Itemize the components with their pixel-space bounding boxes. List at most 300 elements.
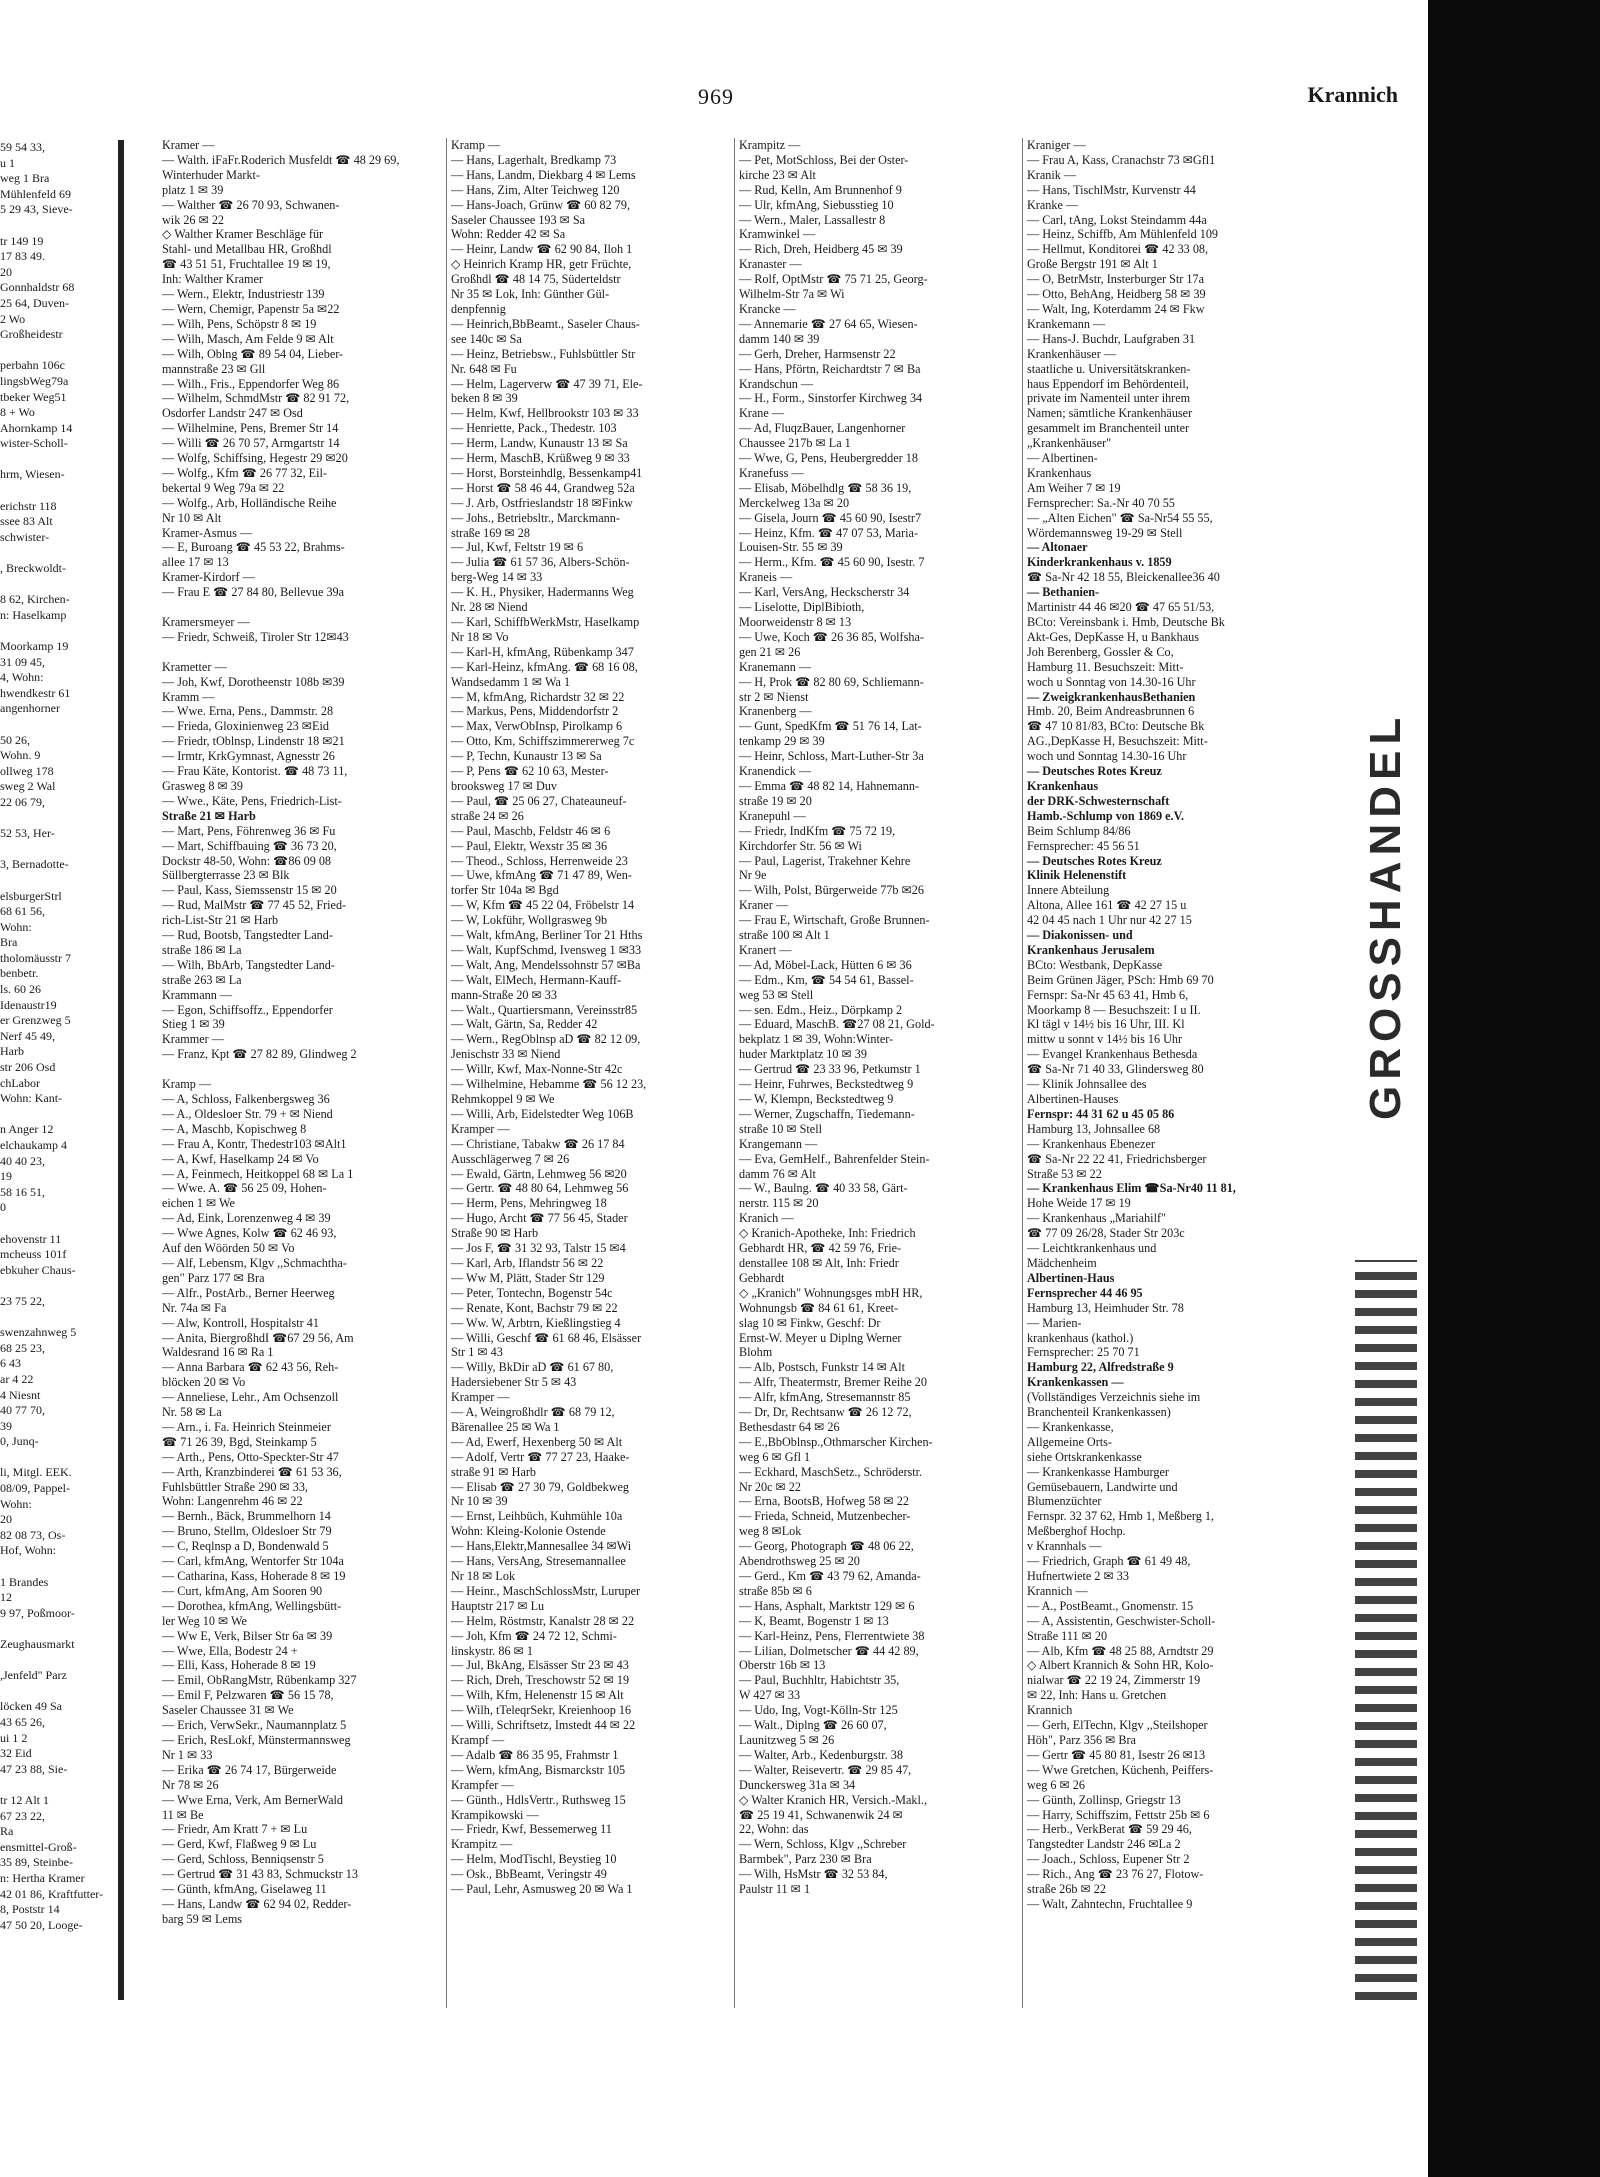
- directory-entry: staatliche u. Universitätskranken-: [1027, 361, 1191, 376]
- margin-ticks: [1355, 1260, 1417, 2000]
- directory-entry: — Herm., Kfm. ☎ 45 60 90, Isestr. 7: [739, 555, 925, 570]
- directory-entry: — Frieda, Schneid, Mutzenbecher-: [739, 1509, 911, 1524]
- strip-line: tr 149 19: [0, 233, 44, 248]
- strip-line: 39: [0, 1418, 12, 1433]
- strip-line: 25 64, Duven-: [0, 295, 69, 310]
- strip-line: 4, Wohn:: [0, 670, 44, 685]
- directory-entry: woch und Sonntag 14.30-16 Uhr: [1027, 749, 1187, 764]
- directory-entry: — Rud, Kelln, Am Brunnenhof 9: [739, 182, 902, 197]
- strip-line: n: Haselkamp: [0, 607, 67, 622]
- directory-entry: — Wwe, Ella, Bodestr 24 +: [162, 1643, 298, 1658]
- column-1: [158, 138, 440, 2008]
- strip-line: [0, 452, 118, 468]
- strip-line: Wohn: Kant-: [0, 1091, 63, 1106]
- directory-entry: Bethesdastr 64 ✉ 26: [739, 1419, 840, 1434]
- directory-entry: Merckelweg 13a ✉ 20: [739, 495, 850, 510]
- directory-entry: — Christiane, Tabakw ☎ 26 17 84: [451, 1136, 625, 1151]
- directory-page: [128, 70, 1418, 2015]
- strip-line: Bra: [0, 935, 18, 950]
- directory-entry: — sen. Edm., Heiz., Dörpkamp 2: [739, 1002, 903, 1017]
- directory-entry: — Joach., Schloss, Eupener Str 2: [1027, 1852, 1190, 1867]
- directory-entry: — Altonaer: [1027, 540, 1088, 555]
- directory-entry: Hamburg 22, Alfredstraße 9: [1027, 1360, 1174, 1375]
- directory-entry: — Wilh, Masch, Am Felde 9 ✉ Alt: [162, 331, 334, 346]
- strip-line: li, Mitgl. EEK.: [0, 1465, 72, 1480]
- directory-entry: — Joh, Kfm ☎ 24 72 12, Schmi-: [451, 1628, 617, 1643]
- directory-entry: Kranenberg —: [739, 704, 812, 719]
- directory-entry: — A., Oldesloer Str. 79 + ✉ Niend: [162, 1106, 333, 1121]
- strip-line: Zeughausmarkt: [0, 1637, 75, 1651]
- directory-entry: ✉ 22, Inh: Hans u. Gretchen: [1027, 1688, 1167, 1703]
- directory-entry: 11 ✉ Be: [162, 1807, 204, 1822]
- directory-entry: — Rud, MalMstr ☎ 77 45 52, Fried-: [162, 898, 347, 913]
- directory-entry: Krangemann —: [739, 1136, 818, 1151]
- directory-entry: — Günth., HdlsVertr., Ruthsweg 15: [451, 1792, 626, 1807]
- strip-line: [0, 1777, 118, 1793]
- directory-entry: bekplatz 1 ✉ 39, Wohn:Winter-: [739, 1032, 894, 1047]
- directory-entry: — Elli, Kass, Hoherade 8 ✉ 19: [162, 1658, 316, 1673]
- directory-entry: — Alfr., PostArb., Berner Heerweg: [162, 1285, 335, 1300]
- directory-entry: — Erich, VerwSekr., Naumannplatz 5: [162, 1718, 347, 1733]
- strip-line: 68 61 56,: [0, 904, 45, 919]
- directory-entry: Krampikowski —: [451, 1807, 539, 1822]
- directory-entry: Kirchdorfer Str. 56 ✉ Wi: [739, 838, 862, 853]
- directory-entry: berg-Weg 14 ✉ 33: [451, 570, 543, 585]
- directory-entry: — Frau Käte, Kontorist. ☎ 48 73 11,: [162, 764, 348, 779]
- directory-entry: — Wilh, BbArb, Tangstedter Land-: [162, 957, 335, 972]
- directory-entry: — W., Baulng. ☎ 40 33 58, Gärt-: [739, 1181, 908, 1196]
- strip-line: [0, 1216, 118, 1232]
- directory-entry: — Walt, Gärtn, Sa, Redder 42: [451, 1017, 598, 1032]
- strip-line: schwister-: [0, 529, 50, 544]
- directory-entry: weg 6 ✉ 26: [1027, 1777, 1085, 1792]
- directory-entry: — Willi, Arb, Eidelstedter Weg 106B: [451, 1106, 634, 1121]
- directory-entry: Krammann —: [162, 987, 233, 1002]
- strip-line: 43 65 26,: [0, 1714, 45, 1729]
- directory-entry: private im Namenteil unter ihrem: [1027, 391, 1191, 406]
- directory-entry: Nr 1 ✉ 33: [162, 1747, 213, 1762]
- directory-entry: Hamburg 13, Johnsallee 68: [1027, 1121, 1161, 1136]
- directory-entry: rich-List-Str 21 ✉ Harb: [162, 913, 279, 928]
- strip-line: Großheidestr: [0, 327, 63, 342]
- strip-line: er Grenzweg 5: [0, 1013, 71, 1028]
- directory-entry: Kramwinkel —: [739, 227, 816, 242]
- directory-entry: W 427 ✉ 33: [739, 1688, 801, 1703]
- directory-entry: — Gerh, ElTechn, Klgv ,,Steilshoper: [1027, 1718, 1208, 1733]
- strip-line: [0, 1310, 118, 1326]
- directory-entry: Nr 10 ✉ 39: [451, 1494, 508, 1509]
- directory-entry: Ernst-W. Meyer u Diplng Werner: [739, 1330, 902, 1345]
- strip-line: angenhorner: [0, 701, 60, 716]
- directory-entry: ◇ Walter Kranich HR, Versich.-Makl.,: [739, 1792, 927, 1807]
- directory-entry: Krankenhaus Jerusalem: [1027, 942, 1155, 957]
- directory-entry: — W, Lokführ, Wollgrasweg 9b: [451, 913, 608, 928]
- directory-entry: Straße 53 ✉ 22: [1027, 1166, 1102, 1181]
- directory-entry: Nr 18 ✉ Lok: [451, 1569, 516, 1583]
- strip-line: erichstr 118: [0, 498, 57, 513]
- directory-entry: — A, Weingroßhdlr ☎ 68 79 12,: [451, 1405, 615, 1420]
- directory-entry: Saseler Chaussee 193 ✉ Sa: [451, 212, 586, 227]
- directory-entry: — Wern, Chemigr, Papenstr 5a ✉22: [162, 301, 340, 316]
- directory-entry: Fernsprecher 44 46 95: [1027, 1285, 1143, 1300]
- directory-columns: [158, 138, 1418, 2008]
- strip-line: 50 26,: [0, 732, 30, 747]
- directory-entry: Fernsprecher: 25 70 71: [1027, 1345, 1140, 1360]
- strip-line: 12: [0, 1590, 12, 1605]
- directory-entry: Paulstr 11 ✉ 1: [739, 1882, 811, 1897]
- directory-entry: — Ewald, Gärtn, Lehmweg 56 ✉20: [451, 1166, 627, 1181]
- directory-entry: — Elisab ☎ 27 30 79, Goldbekweg: [451, 1479, 629, 1494]
- directory-entry: Nr 10 ✉ Alt: [162, 510, 222, 525]
- directory-entry: — Carl, kfmAng, Wentorfer Str 104a: [162, 1554, 344, 1569]
- directory-entry: Akt-Ges, DepKasse H, u Bankhaus: [1027, 629, 1199, 644]
- directory-entry: — Walther ☎ 26 70 93, Schwanen-: [162, 197, 340, 212]
- directory-entry: damm 76 ✉ Alt: [739, 1166, 816, 1181]
- directory-entry: — Dr, Dr, Rechtsanw ☎ 26 12 72,: [739, 1405, 912, 1420]
- directory-entry: ◇ Heinrich Kramp HR, getr Früchte,: [451, 257, 632, 272]
- strip-line: ebkuher Chaus-: [0, 1262, 76, 1277]
- directory-entry: — Wwe Erna, Verk, Am BernerWald: [162, 1792, 343, 1807]
- directory-entry: Großhdl ☎ 48 14 75, Süderteldstr: [451, 272, 621, 287]
- strip-line: 8 62, Kirchen-: [0, 592, 70, 607]
- directory-entry: Kramp —: [162, 1077, 212, 1092]
- directory-entry: — Walt, ElMech, Hermann-Kauff-: [451, 972, 622, 987]
- directory-entry: — Walter, Arb., Kedenburgstr. 38: [739, 1747, 903, 1762]
- directory-entry: — A, Assistentin, Geschwister-Scholl-: [1027, 1613, 1216, 1628]
- directory-entry: ☎ 47 10 81/83, BCto: Deutsche Bk: [1027, 719, 1205, 734]
- strip-line: 47 23 88, Sie-: [0, 1761, 68, 1776]
- directory-entry: — Werner, Zugschaffn, Tiedemann-: [739, 1106, 915, 1121]
- directory-entry: str 2 ✉ Nienst: [739, 689, 809, 704]
- directory-entry: — Anneliese, Lehr., Am Ochsenzoll: [162, 1390, 339, 1405]
- directory-entry: Krampfer —: [451, 1777, 514, 1792]
- directory-entry: Kinderkrankenhaus v. 1859: [1027, 555, 1172, 570]
- directory-entry: — Heinz, Betriebsw., Fuhlsbüttler Str: [451, 346, 636, 361]
- directory-entry: — A, Kwf, Haselkamp 24 ✉ Vo: [162, 1151, 319, 1166]
- directory-entry: Stieg 1 ✉ 39: [162, 1017, 225, 1032]
- directory-entry: — Henriette, Pack., Thedestr. 103: [451, 421, 617, 436]
- strip-line: 4 Niesnt: [0, 1387, 41, 1402]
- directory-entry: — A, Schloss, Falkenbergsweg 36: [162, 1092, 330, 1106]
- strip-line: Idenaustr19: [0, 997, 57, 1012]
- directory-entry: — Egon, Schiffsoffz., Eppendorfer: [162, 1002, 333, 1017]
- strip-line: 31 09 45,: [0, 654, 45, 669]
- directory-entry: Kranefuss —: [739, 465, 804, 480]
- directory-entry: Wördemannsweg 19-29 ✉ Stell: [1027, 525, 1183, 540]
- strip-line: 20: [0, 1512, 12, 1527]
- directory-entry: — Ernst, Leihbüch, Kuhmühle 10a: [451, 1509, 623, 1524]
- directory-entry: Wandsedamm 1 ✉ Wa 1: [451, 674, 571, 689]
- directory-entry: Krankenhaus: [1027, 465, 1092, 480]
- directory-entry: — Herm, MaschB, Krüßweg 9 ✉ 33: [451, 451, 630, 466]
- directory-entry: Jenischstr 33 ✉ Niend: [451, 1047, 561, 1062]
- directory-entry: — Dorothea, kfmAng, Wellingsbütt-: [162, 1598, 342, 1613]
- strip-line: chLabor: [0, 1075, 40, 1090]
- directory-entry: platz 1 ✉ 39: [162, 182, 224, 197]
- directory-entry: Hamburg 11. Besuchszeit: Mitt-: [1027, 659, 1184, 674]
- directory-entry: — Karl-H, kfmAng, Rübenkamp 347: [451, 644, 634, 659]
- directory-entry: straße 263 ✉ La: [162, 972, 242, 987]
- directory-entry: — Herm, Pens, Mehringweg 18: [451, 1196, 607, 1211]
- strip-line: ehovenstr 11: [0, 1231, 62, 1246]
- directory-entry: — Erich, ResLokf, Münstermannsweg: [162, 1732, 351, 1747]
- directory-entry: — J. Arb, Ostfrieslandstr 18 ✉Finkw: [451, 495, 633, 510]
- strip-line: hrm, Wiesen-: [0, 467, 65, 482]
- directory-entry: — Willi ☎ 26 70 57, Armgartstr 14: [162, 436, 340, 451]
- strip-line: 67 23 22,: [0, 1808, 45, 1823]
- directory-entry: Kramm —: [162, 689, 215, 704]
- column-3: [734, 138, 1016, 2008]
- directory-entry: — Hans, Lagerhalt, Bredkamp 73: [451, 152, 617, 167]
- directory-entry: — Herb., VerkBerat ☎ 59 29 46,: [1027, 1822, 1192, 1837]
- directory-entry: Große Bergstr 191 ✉ Alt 1: [1027, 257, 1158, 272]
- directory-entry: Barmbek", Parz 230 ✉ Bra: [739, 1852, 872, 1867]
- strip-line: [0, 1621, 118, 1637]
- directory-entry: Hauptstr 217 ✉ Lu: [451, 1598, 545, 1613]
- strip-line: perbahn 106c: [0, 358, 65, 373]
- directory-entry: — Erna, BootsB, Hofweg 58 ✉ 22: [739, 1494, 909, 1509]
- directory-entry: — Hugo, Archt ☎ 77 56 45, Stader: [451, 1211, 628, 1226]
- directory-entry: ☎ 43 51 51, Fruchtallee 19 ✉ 19,: [162, 257, 331, 272]
- directory-entry: Krancke —: [739, 301, 796, 316]
- directory-entry: — Albertinen-: [1027, 451, 1098, 466]
- strip-line: Moorkamp 19: [0, 639, 69, 653]
- directory-entry: — Theod., Schloss, Herrenweide 23: [451, 853, 628, 868]
- strip-line: 42 01 86, Kraftfutter-: [0, 1886, 104, 1901]
- directory-entry: — M, kfmAng, Richardstr 32 ✉ 22: [451, 689, 625, 704]
- directory-entry: — Jul, Kwf, Feltstr 19 ✉ 6: [451, 540, 584, 555]
- directory-entry: ler Weg 10 ✉ We: [162, 1613, 247, 1628]
- strip-line: 5 29 43, Sieve-: [0, 202, 73, 217]
- directory-entry: — W, Kfm ☎ 45 22 04, Fröbelstr 14: [451, 898, 635, 913]
- directory-entry: — Annemarie ☎ 27 64 65, Wiesen-: [739, 316, 918, 331]
- directory-entry: Nr 78 ✉ 26: [162, 1777, 219, 1792]
- strip-line: mcheuss 101f: [0, 1247, 67, 1262]
- directory-entry: — Friedr, IndKfm ☎ 75 72 19,: [739, 823, 896, 838]
- directory-entry: — Adolf, Vertr ☎ 77 27 23, Haake-: [451, 1449, 630, 1464]
- directory-entry: straße 24 ✉ 26: [451, 808, 524, 823]
- directory-entry: straße 100 ✉ Alt 1: [739, 928, 830, 943]
- directory-entry: — Gertrud ☎ 31 43 83, Schmuckstr 13: [162, 1867, 358, 1882]
- directory-entry: — Hans-J. Buchdr, Laufgraben 31: [1027, 331, 1196, 346]
- directory-entry: — Markus, Pens, Middendorfstr 2: [451, 704, 619, 719]
- directory-entry: — Willi, Schriftsetz, Imstedt 44 ✉ 22: [451, 1718, 636, 1733]
- directory-entry: Moorweidenstr 8 ✉ 13: [739, 615, 852, 629]
- strip-line: lingsbWeg79a: [0, 373, 69, 388]
- strip-line: sweg 2 Wal: [0, 779, 56, 794]
- directory-entry: Krandschun —: [739, 376, 814, 391]
- directory-entry: Fernspr: Sa-Nr 45 63 41, Hmb 6,: [1027, 987, 1189, 1002]
- strip-line: 3, Bernadotte-: [0, 857, 69, 872]
- strip-line: [0, 717, 118, 733]
- directory-entry: woch u Sonntag von 14.30-16 Uhr: [1027, 674, 1196, 689]
- directory-entry: Kl tägl v 14½ bis 16 Uhr, III. Kl: [1027, 1017, 1185, 1032]
- directory-entry: — Walt, Zahntechn, Fruchtallee 9: [1027, 1896, 1193, 1911]
- directory-entry: — Karl, SchiffbWerkMstr, Haselkamp: [451, 615, 640, 629]
- directory-entry: — Emma ☎ 48 82 14, Hahnemann-: [739, 778, 920, 793]
- directory-entry: Kramp —: [451, 138, 501, 152]
- strip-line: [0, 1278, 118, 1294]
- directory-entry: Blumenzüchter: [1027, 1494, 1102, 1509]
- directory-entry: — Jos F, ☎ 31 32 93, Talstr 15 ✉4: [451, 1241, 626, 1256]
- directory-entry: Kranemann —: [739, 659, 812, 674]
- directory-entry: Wohn: Langenrehm 46 ✉ 22: [162, 1494, 303, 1509]
- directory-entry: Höh", Parz 356 ✉ Bra: [1027, 1732, 1136, 1747]
- directory-entry: Kramper —: [451, 1390, 510, 1405]
- directory-entry: — Alb, Postsch, Funkstr 14 ✉ Alt: [739, 1360, 905, 1375]
- directory-entry: Louisen-Str. 55 ✉ 39: [739, 540, 843, 555]
- strip-line: ollweg 178: [0, 763, 54, 778]
- directory-entry: — Wilh, HsMstr ☎ 32 53 84,: [739, 1867, 888, 1882]
- directory-entry: — Arth, Kranzbinderei ☎ 61 53 36,: [162, 1464, 342, 1479]
- directory-entry: — Wilh, Polst, Bürgerweide 77b ✉26: [739, 883, 924, 898]
- directory-entry: — Krankenhaus „Mariahilf": [1027, 1211, 1166, 1226]
- directory-entry: — Wwe, G, Pens, Heubergredder 18: [739, 451, 918, 466]
- directory-entry: — Heinz, Schiffb, Am Mühlenfeld 109: [1027, 227, 1219, 242]
- directory-entry: — Hans, TischlMstr, Kurvenstr 44: [1027, 182, 1196, 197]
- directory-entry: — Ad, FluqzBauer, Langenhorner: [739, 421, 906, 436]
- directory-entry: Klinik Helenenstift: [1027, 868, 1127, 883]
- directory-entry: — Willi, Geschf ☎ 61 68 46, Elsässer: [451, 1330, 642, 1345]
- directory-entry: — Hans, Pförtn, Reichardtstr 7 ✉ Ba: [739, 361, 921, 376]
- directory-entry: — Lilian, Dolmetscher ☎ 44 42 89,: [739, 1643, 919, 1658]
- directory-entry: Albertinen-Hauses: [1027, 1092, 1119, 1106]
- directory-entry: — Frau E, Wirtschaft, Große Brunnen-: [739, 913, 930, 928]
- directory-entry: Nr 9e: [739, 868, 767, 883]
- directory-entry: ☎ 25 19 41, Schwanenwik 24 ✉: [739, 1807, 903, 1822]
- directory-entry: Kramper —: [451, 1121, 510, 1136]
- directory-entry: — Herm, Landw, Kunaustr 13 ✉ Sa: [451, 436, 628, 451]
- directory-entry: „Krankenhäuser": [1027, 436, 1112, 451]
- strip-line: 1 Brandes: [0, 1574, 49, 1589]
- directory-entry: — Gertrud ☎ 23 33 96, Petkumstr 1: [739, 1062, 921, 1077]
- directory-entry: bekertal 9 Weg 79a ✉ 22: [162, 480, 285, 495]
- strip-line: Hof, Wohn:: [0, 1543, 57, 1558]
- directory-entry: — Friedr, Schweiß, Tiroler Str 12✉43: [162, 629, 349, 644]
- directory-entry: straße 10 ✉ Stell: [739, 1121, 822, 1136]
- directory-entry: — Wwe. Erna, Pens., Dammstr. 28: [162, 704, 334, 719]
- directory-entry: — Ulr, kfmAng, Siebusstieg 10: [739, 197, 894, 212]
- directory-entry: — Helm, Röstmstr, Kanalstr 28 ✉ 22: [451, 1613, 635, 1628]
- directory-entry: Gebhardt: [739, 1270, 785, 1285]
- directory-entry: — Wolfg., Kfm ☎ 26 77 32, Eil-: [162, 465, 327, 480]
- directory-entry: — Hans, VersAng, Stresemannallee: [451, 1554, 626, 1569]
- strip-line: 23 75 22,: [0, 1293, 45, 1308]
- directory-entry: — Gerd, Schloss, Benniqsenstr 5: [162, 1852, 324, 1867]
- directory-entry: — Rich., Ang ☎ 23 76 27, Flotow-: [1027, 1867, 1204, 1882]
- directory-entry: — C, Reqlnsp a D, Bondenwald 5: [162, 1539, 329, 1554]
- directory-entry: — Wern, kfmAng, Bismarckstr 105: [451, 1762, 626, 1777]
- directory-entry: tenkamp 29 ✉ 39: [739, 734, 825, 749]
- directory-entry: Straße 111 ✉ 20: [1027, 1628, 1108, 1643]
- directory-entry: haus Eppendorf im Behördenteil,: [1027, 376, 1189, 391]
- directory-entry: Nr 20c ✉ 22: [739, 1479, 801, 1494]
- directory-entry: der DRK-Schwesternschaft: [1027, 793, 1170, 808]
- strip-line: [0, 218, 118, 234]
- directory-entry: — Diakonissen- und: [1027, 928, 1133, 943]
- directory-entry: — Liselotte, DiplBibioth,: [739, 600, 865, 615]
- directory-entry: straße 169 ✉ 28: [451, 525, 530, 540]
- directory-entry: — P, Techn, Kunaustr 13 ✉ Sa: [451, 749, 602, 764]
- directory-entry: — Wilh, Pens, Schöpstr 8 ✉ 19: [162, 316, 317, 331]
- directory-entry: — Alfr, kfmAng, Stresemannstr 85: [739, 1390, 911, 1405]
- directory-entry: Tangstedter Landstr 246 ✉La 2: [1027, 1837, 1181, 1852]
- directory-entry: — Gerh, Dreher, Harmsenstr 22: [739, 346, 896, 361]
- directory-entry: — Eva, GemHelf., Bahrenfelder Stein-: [739, 1151, 930, 1166]
- strip-line: 82 08 73, Os-: [0, 1527, 66, 1542]
- directory-entry: — Ad, Ewerf, Hexenberg 50 ✉ Alt: [451, 1434, 623, 1449]
- strip-line: 35 89, Steinbe-: [0, 1855, 73, 1870]
- directory-entry: — Ad, Möbel-Lack, Hütten 6 ✉ 36: [739, 957, 912, 972]
- directory-entry: Fernspr: 44 31 62 u 45 05 86: [1027, 1106, 1175, 1121]
- directory-entry: [162, 645, 440, 660]
- directory-entry: straße 85b ✉ 6: [739, 1583, 812, 1598]
- strip-line: tbeker Weg51: [0, 389, 67, 404]
- directory-entry: straße 186 ✉ La: [162, 942, 242, 957]
- running-head: Krannich: [1307, 82, 1398, 107]
- directory-entry: — Wolfg., Arb, Holländische Reihe: [162, 495, 337, 510]
- directory-entry: — Wern., Elektr, Industriestr 139: [162, 287, 325, 302]
- strip-line: Gonnhaldstr 68: [0, 280, 75, 295]
- directory-entry: Dockstr 48-50, Wohn: ☎86 09 08: [162, 853, 332, 868]
- directory-entry: — Paul, Kass, Siemssenstr 15 ✉ 20: [162, 883, 337, 898]
- directory-entry: — Curt, kfmAng, Am Sooren 90: [162, 1583, 323, 1598]
- directory-entry: denstallee 108 ✉ Alt, Inh: Friedr: [739, 1255, 899, 1270]
- strip-line: 6 43: [0, 1356, 21, 1371]
- directory-entry: Kraneis —: [739, 570, 793, 585]
- directory-entry: — Alb, Kfm ☎ 48 25 88, Arndtstr 29: [1027, 1643, 1214, 1658]
- strip-line: weg 1 Bra: [0, 171, 50, 186]
- directory-entry: ☎ 77 09 26/28, Stader Str 203c: [1027, 1226, 1185, 1241]
- directory-entry: gen" Parz 177 ✉ Bra: [162, 1270, 265, 1285]
- directory-entry: — Joh, Kwf, Dorotheenstr 108b ✉39: [162, 674, 345, 689]
- strip-line: n Anger 12: [0, 1122, 54, 1137]
- directory-entry: — Alf, Lebensm, Klgv ,,Schmachtha-: [162, 1255, 347, 1270]
- directory-entry: — Wilhelmine, Pens, Bremer Str 14: [162, 421, 339, 436]
- directory-entry: Beim Grünen Jäger, PSch: Hmb 69 70: [1027, 972, 1214, 987]
- directory-entry: Ausschlägerweg 7 ✉ 26: [451, 1151, 570, 1166]
- directory-entry: Kranendick —: [739, 764, 812, 779]
- directory-entry: — Deutsches Rotes Kreuz: [1027, 764, 1162, 779]
- strip-line: , Breckwoldt-: [0, 561, 66, 576]
- directory-entry: — Adalb ☎ 86 35 95, Frahmstr 1: [451, 1747, 619, 1762]
- directory-entry: Kranik —: [1027, 167, 1077, 182]
- directory-entry: Str 1 ✉ 43: [451, 1345, 503, 1360]
- directory-entry: — Hans, Zim, Alter Teichweg 120: [451, 182, 620, 197]
- directory-entry: — Hans, Landw ☎ 62 94 02, Redder-: [162, 1896, 352, 1911]
- directory-entry: — Wilhelm, SchmdMstr ☎ 82 91 72,: [162, 391, 350, 406]
- strip-line: 20: [0, 264, 12, 279]
- directory-entry: — Hans, Asphalt, Marktstr 129 ✉ 6: [739, 1598, 915, 1613]
- directory-entry: Osdorfer Landstr 247 ✉ Osd: [162, 406, 303, 421]
- directory-entry: — Leichtkrankenhaus und: [1027, 1241, 1157, 1256]
- directory-entry: Krampitz —: [451, 1837, 513, 1852]
- directory-entry: — Heinr, Landw ☎ 62 90 84, Iloh 1: [451, 242, 633, 257]
- strip-line: [0, 343, 118, 359]
- directory-entry: — Friedr, Kwf, Bessemerweg 11: [451, 1822, 612, 1837]
- directory-entry: — Julia ☎ 61 57 36, Albers-Schön-: [451, 555, 630, 570]
- strip-line: Ra: [0, 1824, 14, 1839]
- strip-line: ui 1 2: [0, 1730, 28, 1745]
- directory-entry: — Gisela, Journ ☎ 45 60 90, Isestr7: [739, 510, 922, 525]
- strip-line: Ahornkamp 14: [0, 420, 73, 435]
- directory-entry: Allgemeine Orts-: [1027, 1434, 1112, 1449]
- directory-entry: straße 26b ✉ 22: [1027, 1882, 1106, 1897]
- directory-entry: — Krankenkasse Hamburger: [1027, 1464, 1169, 1479]
- directory-entry: blöcken 20 ✉ Vo: [162, 1375, 246, 1390]
- directory-entry: — Rolf, OptMstr ☎ 75 71 25, Georg-: [739, 272, 928, 287]
- directory-entry: — Walt, KupfSchmd, Ivensweg 1 ✉33: [451, 942, 642, 957]
